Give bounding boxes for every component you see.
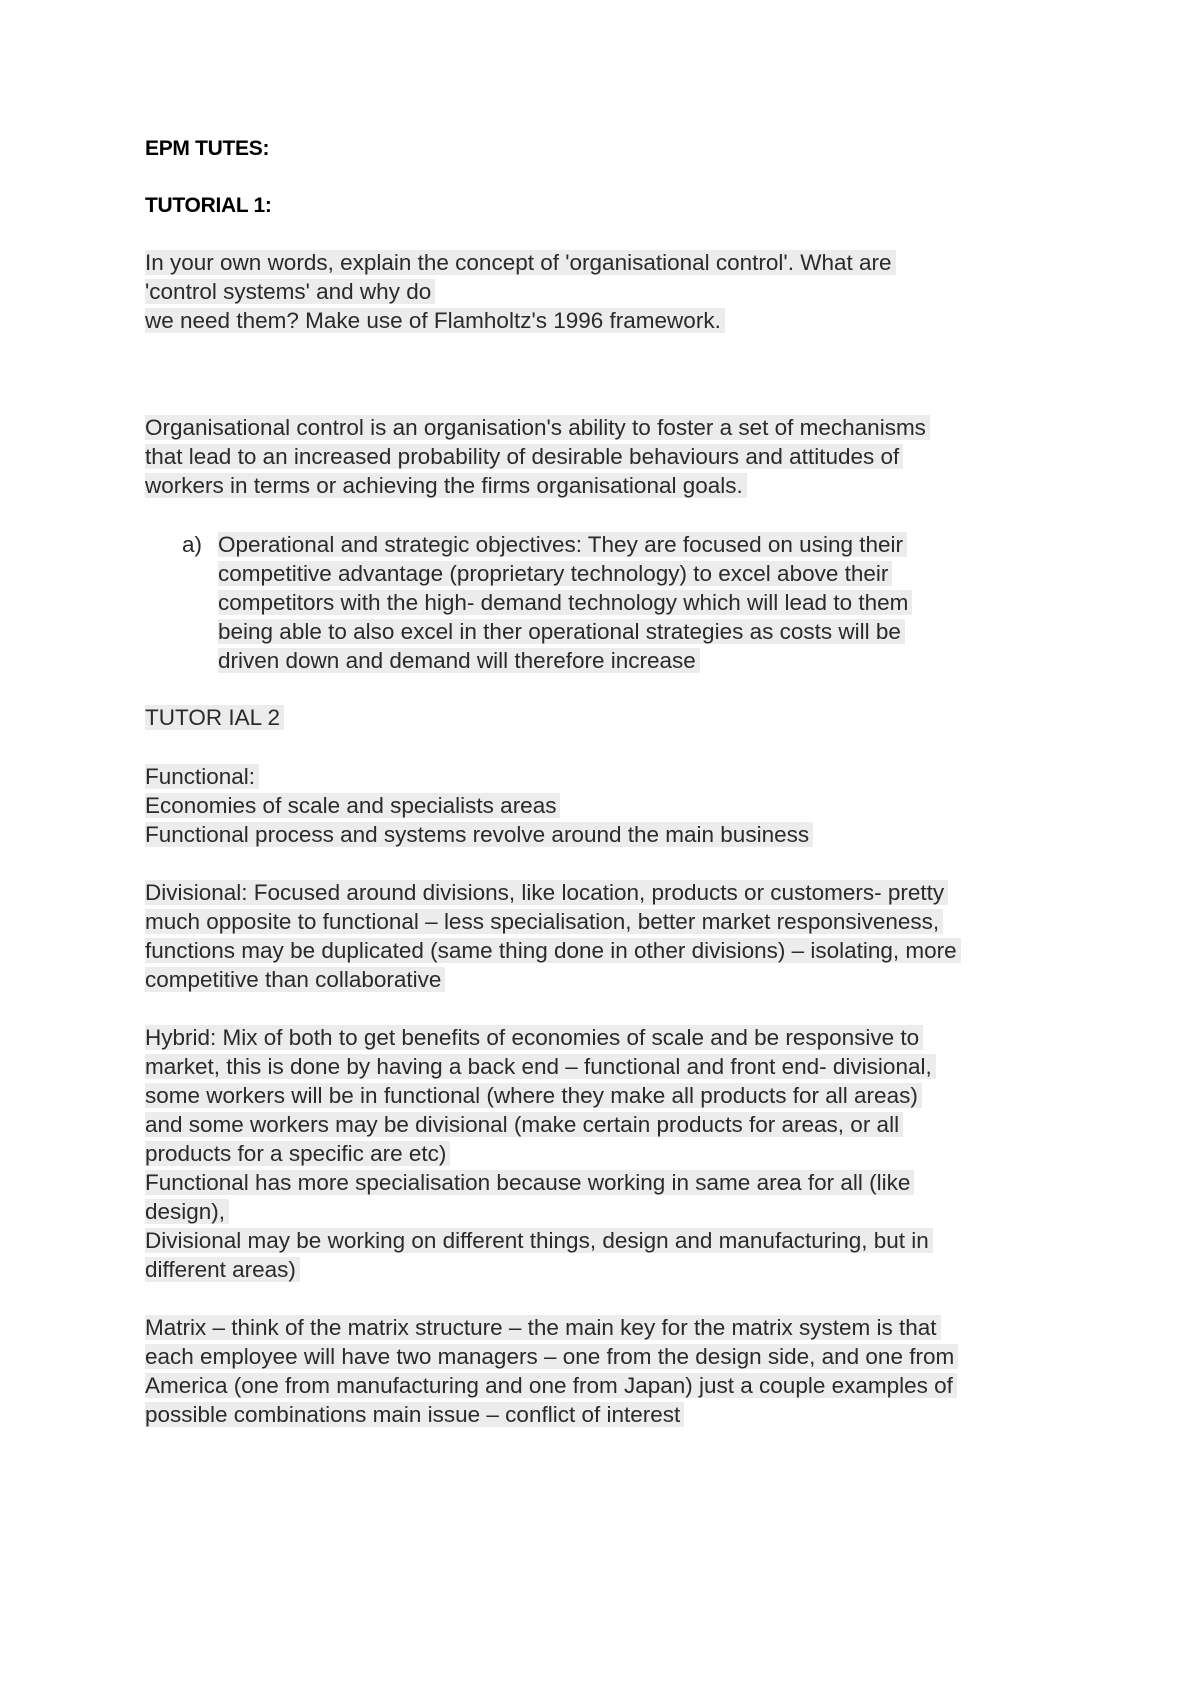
functional-line: Functional: [145, 764, 259, 789]
matrix-line: Matrix – think of the matrix structure – the main key for the matrix system is that [145, 1315, 941, 1340]
list-line: Operational and strategic objectives: They are focused on using their [218, 532, 907, 557]
tutorial-1-answer [145, 413, 930, 500]
divisional-line: competitive than collaborative [145, 967, 445, 992]
question-line: we need them? Make use of Flamholtz's 1996 framework. [145, 308, 725, 333]
hybrid-line: and some workers may be divisional (make certain products for areas, or all [145, 1112, 903, 1137]
list-marker: a) [182, 532, 203, 557]
list-line: being able to also excel in ther operational strategies as costs will be [218, 619, 905, 644]
hybrid-line: Functional has more specialisation because working in same area for all (like [145, 1170, 914, 1195]
divisional-line: much opposite to functional – less specialisation, better market responsiveness, [145, 909, 943, 934]
list-line: driven down and demand will therefore increase [218, 648, 700, 673]
answer-line: workers in terms or achieving the firms organisational goals. [145, 473, 747, 498]
matrix-line: America (one from manufacturing and one from Japan) just a couple examples of [145, 1373, 957, 1398]
hybrid-line: design), [145, 1199, 229, 1224]
hybrid-line: products for a specific are etc) [145, 1141, 450, 1166]
matrix-section [145, 1313, 958, 1429]
question-line: In your own words, explain the concept of 'organisational control'. What are [145, 250, 896, 275]
hybrid-section [145, 1023, 936, 1284]
list-line: competitive advantage (proprietary technology) to excel above their [218, 561, 892, 586]
tutorial-1-question [145, 248, 896, 335]
matrix-line: each employee will have two managers – one from the design side, and one from [145, 1344, 958, 1369]
answer-line: that lead to an increased probability of desirable behaviours and attitudes of [145, 444, 903, 469]
list-item-body [218, 530, 912, 675]
list-line: competitors with the high- demand technology which will lead to them [218, 590, 912, 615]
question-line: 'control systems' and why do [145, 279, 435, 304]
hybrid-line: Hybrid: Mix of both to get benefits of economies of scale and be responsive to [145, 1025, 923, 1050]
functional-line: Functional process and systems revolve around the main business [145, 822, 813, 847]
divisional-line: Divisional: Focused around divisions, like location, products or customers- pretty [145, 880, 948, 905]
hybrid-line: market, this is done by having a back end – functional and front end- divisional, [145, 1054, 936, 1079]
hybrid-line: different areas) [145, 1257, 300, 1282]
functional-line: Economies of scale and specialists areas [145, 793, 560, 818]
matrix-line: possible combinations main issue – conflict of interest [145, 1402, 684, 1427]
tutorial-1-heading: TUTORIAL 1: [145, 194, 272, 217]
document-title: EPM TUTES: [145, 137, 270, 160]
tutorial-2-heading: TUTOR IAL 2 [145, 703, 284, 732]
functional-section [145, 762, 813, 849]
hybrid-line: some workers will be in functional (where they make all products for all areas) [145, 1083, 922, 1108]
answer-line: Organisational control is an organisation's ability to foster a set of mechanisms [145, 415, 930, 440]
divisional-line: functions may be duplicated (same thing done in other divisions) – isolating, more [145, 938, 961, 963]
divisional-section [145, 878, 961, 994]
hybrid-line: Divisional may be working on different things, design and manufacturing, but in [145, 1228, 933, 1253]
